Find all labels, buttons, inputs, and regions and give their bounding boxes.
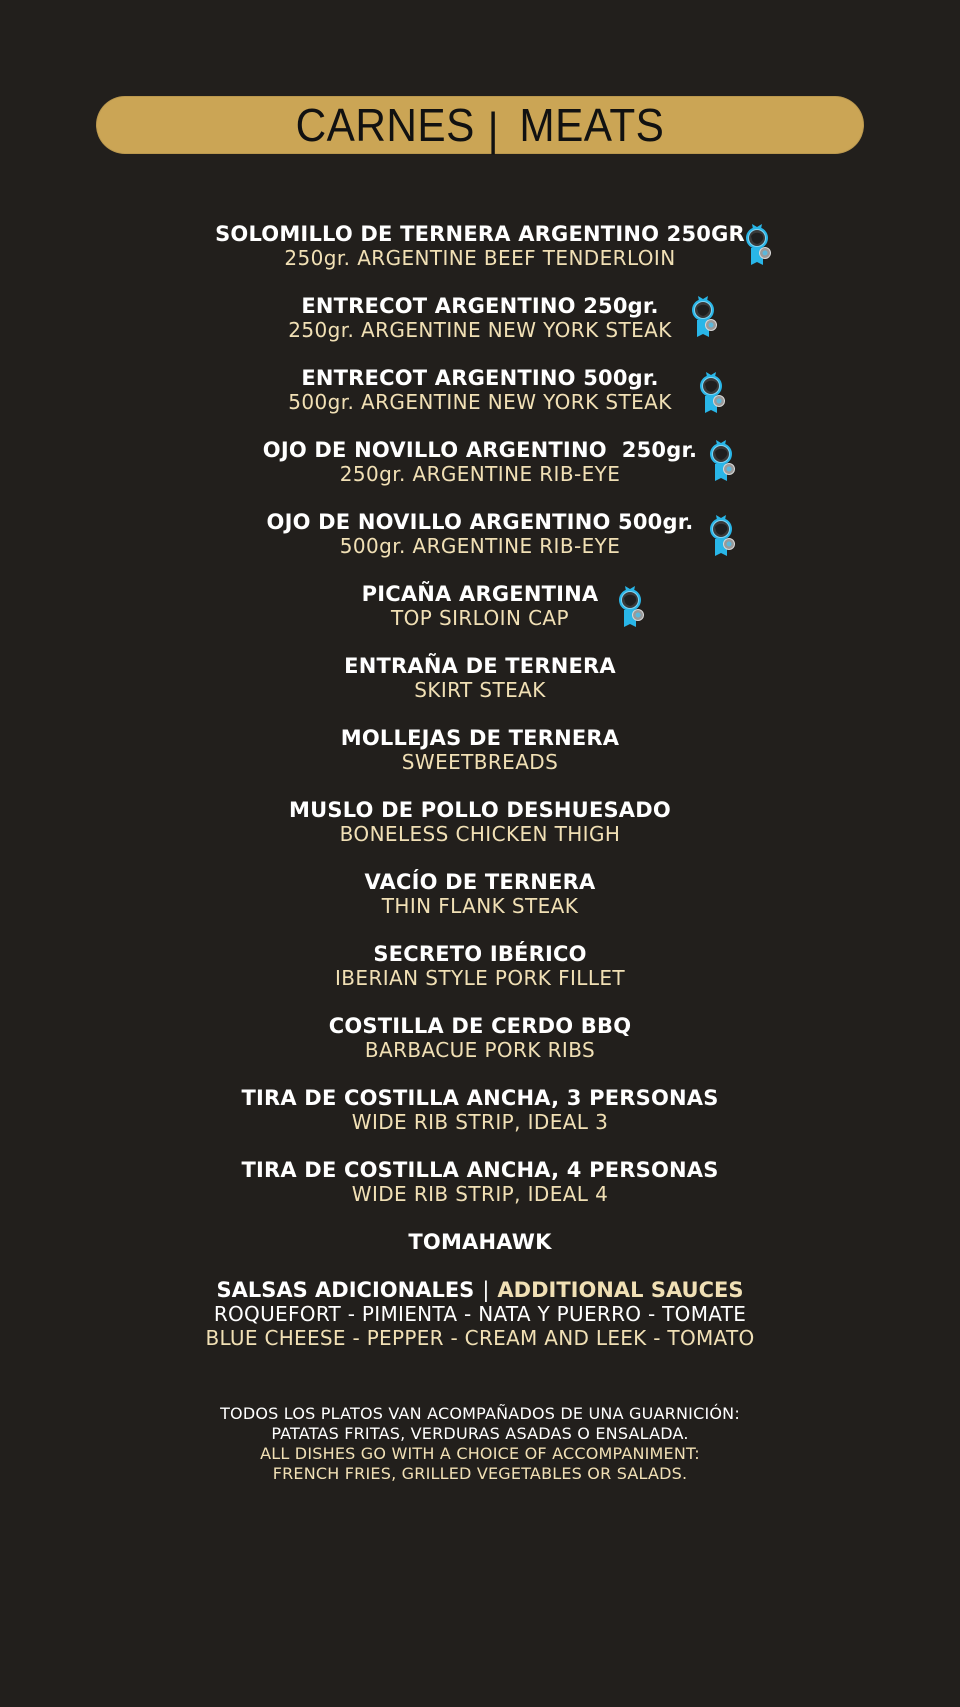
item-name-es: OJO DE NOVILLO ARGENTINO 500gr. [266,510,694,534]
note-es-line1: TODOS LOS PLATOS VAN ACOMPAÑADOS DE UNA GUARNICIÓN: [220,1404,740,1423]
item-name-es: ENTRECOT ARGENTINO 250gr. [301,294,659,318]
menu-item [0,1158,960,1206]
argentine-beef-badge-icon [688,296,718,338]
menu-item [0,438,960,486]
menu-item [0,1086,960,1134]
item-name-en: BARBACUE PORK RIBS [364,1038,596,1062]
menu-item [0,942,960,990]
item-name-en: 500gr. ARGENTINE RIB-EYE [339,534,621,558]
menu-item [0,1014,960,1062]
sauces-list-es: ROQUEFORT - PIMIENTA - NATA Y PUERRO - TOMATE [213,1302,747,1326]
title-separator: | [487,103,500,155]
accompaniment-note [0,1404,960,1484]
item-name-en: 250gr. ARGENTINE NEW YORK STEAK [288,318,672,342]
item-name-es: SECRETO IBÉRICO [373,942,587,966]
menu-item [0,1230,960,1254]
item-name-en: SWEETBREADS [401,750,559,774]
item-name-en: IBERIAN STYLE PORK FILLET [334,966,626,990]
section-title-en: MEATS [519,99,665,151]
sauces-list-en: BLUE CHEESE - PEPPER - CREAM AND LEEK - TOMATO [205,1326,755,1350]
item-name-en: 500gr. ARGENTINE NEW YORK STEAK [288,390,672,414]
note-es-line2: PATATAS FRITAS, VERDURAS ASADAS O ENSALADA. [271,1424,689,1443]
menu-item [0,294,960,342]
note-en-line1: ALL DISHES GO WITH A CHOICE OF ACCOMPANIMENT: [260,1444,700,1463]
item-name-es: ENTRAÑA DE TERNERA [344,654,616,678]
sauces-heading-es: SALSAS ADICIONALES [216,1278,475,1302]
item-name-es: PICAÑA ARGENTINA [361,582,599,606]
item-name-es: TIRA DE COSTILLA ANCHA, 3 PERSONAS [241,1086,719,1110]
sauces-separator: | [482,1278,490,1302]
menu-item [0,654,960,702]
item-name-es: VACÍO DE TERNERA [364,870,596,894]
item-name-es: SOLOMILLO DE TERNERA ARGENTINO 250GR [215,222,745,246]
argentine-beef-badge-icon [696,372,726,414]
section-title [38,96,921,154]
argentine-beef-badge-icon [615,586,645,628]
item-name-en: WIDE RIB STRIP, IDEAL 4 [351,1182,609,1206]
item-name-en: WIDE RIB STRIP, IDEAL 3 [351,1110,609,1134]
argentine-beef-badge-icon [742,224,772,266]
item-name-es: MOLLEJAS DE TERNERA [340,726,620,750]
item-name-en: BONELESS CHICKEN THIGH [339,822,621,846]
menu-item [0,798,960,846]
item-name-es: COSTILLA DE CERDO BBQ [328,1014,632,1038]
menu-item [0,870,960,918]
menu-item [0,582,960,630]
item-name-en: 250gr. ARGENTINE RIB-EYE [339,462,621,486]
item-name-en: TOP SIRLOIN CAP [391,606,569,630]
argentine-beef-badge-icon [706,440,736,482]
section-title-es: CARNES [295,99,475,151]
item-name-es: OJO DE NOVILLO ARGENTINO 250gr. [262,438,698,462]
argentine-beef-badge-icon [706,515,736,557]
item-name-es: ENTRECOT ARGENTINO 500gr. [301,366,659,390]
menu-item [0,366,960,414]
item-name-es: TOMAHAWK [408,1230,552,1254]
menu-item [0,222,960,270]
sauces-section [0,1278,960,1350]
menu-item [0,510,960,558]
sauces-heading-en: ADDITIONAL SAUCES [497,1278,744,1302]
item-name-es: TIRA DE COSTILLA ANCHA, 4 PERSONAS [241,1158,719,1182]
sauces-heading [0,1278,960,1302]
item-name-en: 250gr. ARGENTINE BEEF TENDERLOIN [284,246,676,270]
item-name-en: THIN FLANK STEAK [381,894,579,918]
item-name-en: SKIRT STEAK [414,678,546,702]
item-name-es: MUSLO DE POLLO DESHUESADO [289,798,671,822]
menu-item [0,726,960,774]
note-en-line2: FRENCH FRIES, GRILLED VEGETABLES OR SALADS. [272,1464,688,1483]
